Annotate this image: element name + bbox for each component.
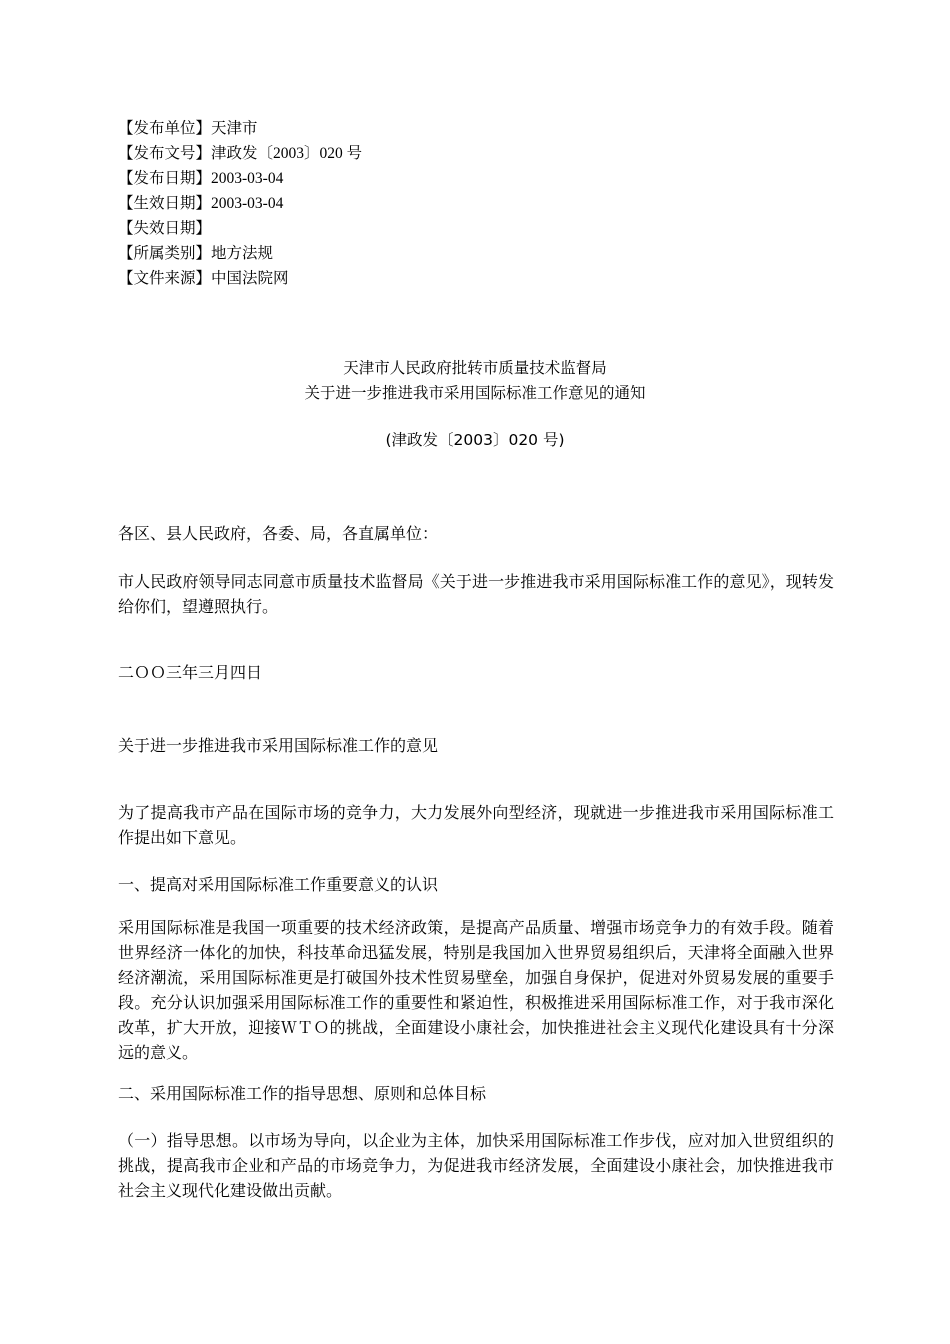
- meta-source-row: [118, 266, 362, 291]
- document-number: (津政发〔2003〕020 号): [385, 431, 565, 449]
- meta-doc-no-label: 【发布文号】: [118, 144, 212, 162]
- document-title-line-2: 关于进一步推进我市采用国际标准工作意见的通知: [304, 384, 646, 402]
- section-1-heading: 一、提高对采用国际标准工作重要意义的认识: [118, 875, 439, 894]
- meta-issue-date-label: 【发布日期】: [118, 169, 212, 187]
- meta-doc-no-value: 津政发〔2003〕020 号: [211, 145, 363, 162]
- notice-paragraph: 市人民政府领导同志同意市质量技术监督局《关于进一步推进我市采用国际标准工作的意见》，现转发给你们，望遵照执行。: [118, 572, 834, 616]
- metadata-block: [118, 116, 362, 291]
- meta-issue-date-value: 2003-03-04: [211, 170, 284, 187]
- meta-category-label: 【所属类别】: [118, 244, 212, 262]
- document-title-line-1: 天津市人民政府批转市质量技术监督局: [343, 359, 607, 377]
- meta-doc-no-row: [118, 141, 362, 166]
- meta-issuer-label: 【发布单位】: [118, 119, 212, 137]
- meta-effective-date-row: [118, 191, 362, 216]
- section-1-paragraph: 采用国际标准是我国一项重要的技术经济政策，是提高产品质量、增强市场竞争力的有效手段。随着世界经济一体化的加快，科技革命迅猛发展，特别是我国加入世界贸易组织后，天津将全面融入世界经济潮流，采用国际标准更是打破国外技术性贸易壁垒，加强自身保护，促进对外贸易发展的重要手段。充分认识加强采用国际标准工作的重要性和紧迫性，积极推进采用国际标准工作，对于我市深化改革，扩大开放，迎接ＷＴＯ的挑战，全面建设小康社会，加快推进社会主义现代化建设具有十分深远的意义。: [118, 918, 834, 1062]
- meta-category-row: [118, 241, 362, 266]
- intro-paragraph: 为了提高我市产品在国际市场的竞争力，大力发展外向型经济，现就进一步推进我市采用国际标准工作提出如下意见。: [118, 803, 834, 847]
- salutation: 各区、县人民政府，各委、局，各直属单位：: [118, 524, 439, 543]
- meta-effective-date-label: 【生效日期】: [118, 194, 212, 212]
- meta-effective-date-value: 2003-03-04: [211, 195, 284, 212]
- meta-issue-date-row: [118, 166, 362, 191]
- section-2-paragraph: （一）指导思想。以市场为导向，以企业为主体，加快采用国际标准工作步伐，应对加入世贸组织的挑战，提高我市企业和产品的市场竞争力，为促进我市经济发展，全面建设小康社会，加快推进我市社会主义现代化建设做出贡献。: [118, 1131, 834, 1200]
- meta-category-value: 地方法规: [211, 244, 274, 262]
- section-2-heading: 二、采用国际标准工作的指导思想、原则和总体目标: [118, 1084, 487, 1103]
- meta-expiry-date-label: 【失效日期】: [118, 219, 212, 237]
- meta-source-label: 【文件来源】: [118, 269, 212, 287]
- issue-date-text: 二ＯＯ三年三月四日: [118, 663, 263, 682]
- opinion-title: 关于进一步推进我市采用国际标准工作的意见: [118, 736, 439, 755]
- meta-source-value: 中国法院网: [211, 269, 289, 287]
- meta-expiry-date-row: [118, 216, 362, 241]
- meta-issuer-row: [118, 116, 362, 141]
- meta-issuer-value: 天津市: [211, 119, 258, 137]
